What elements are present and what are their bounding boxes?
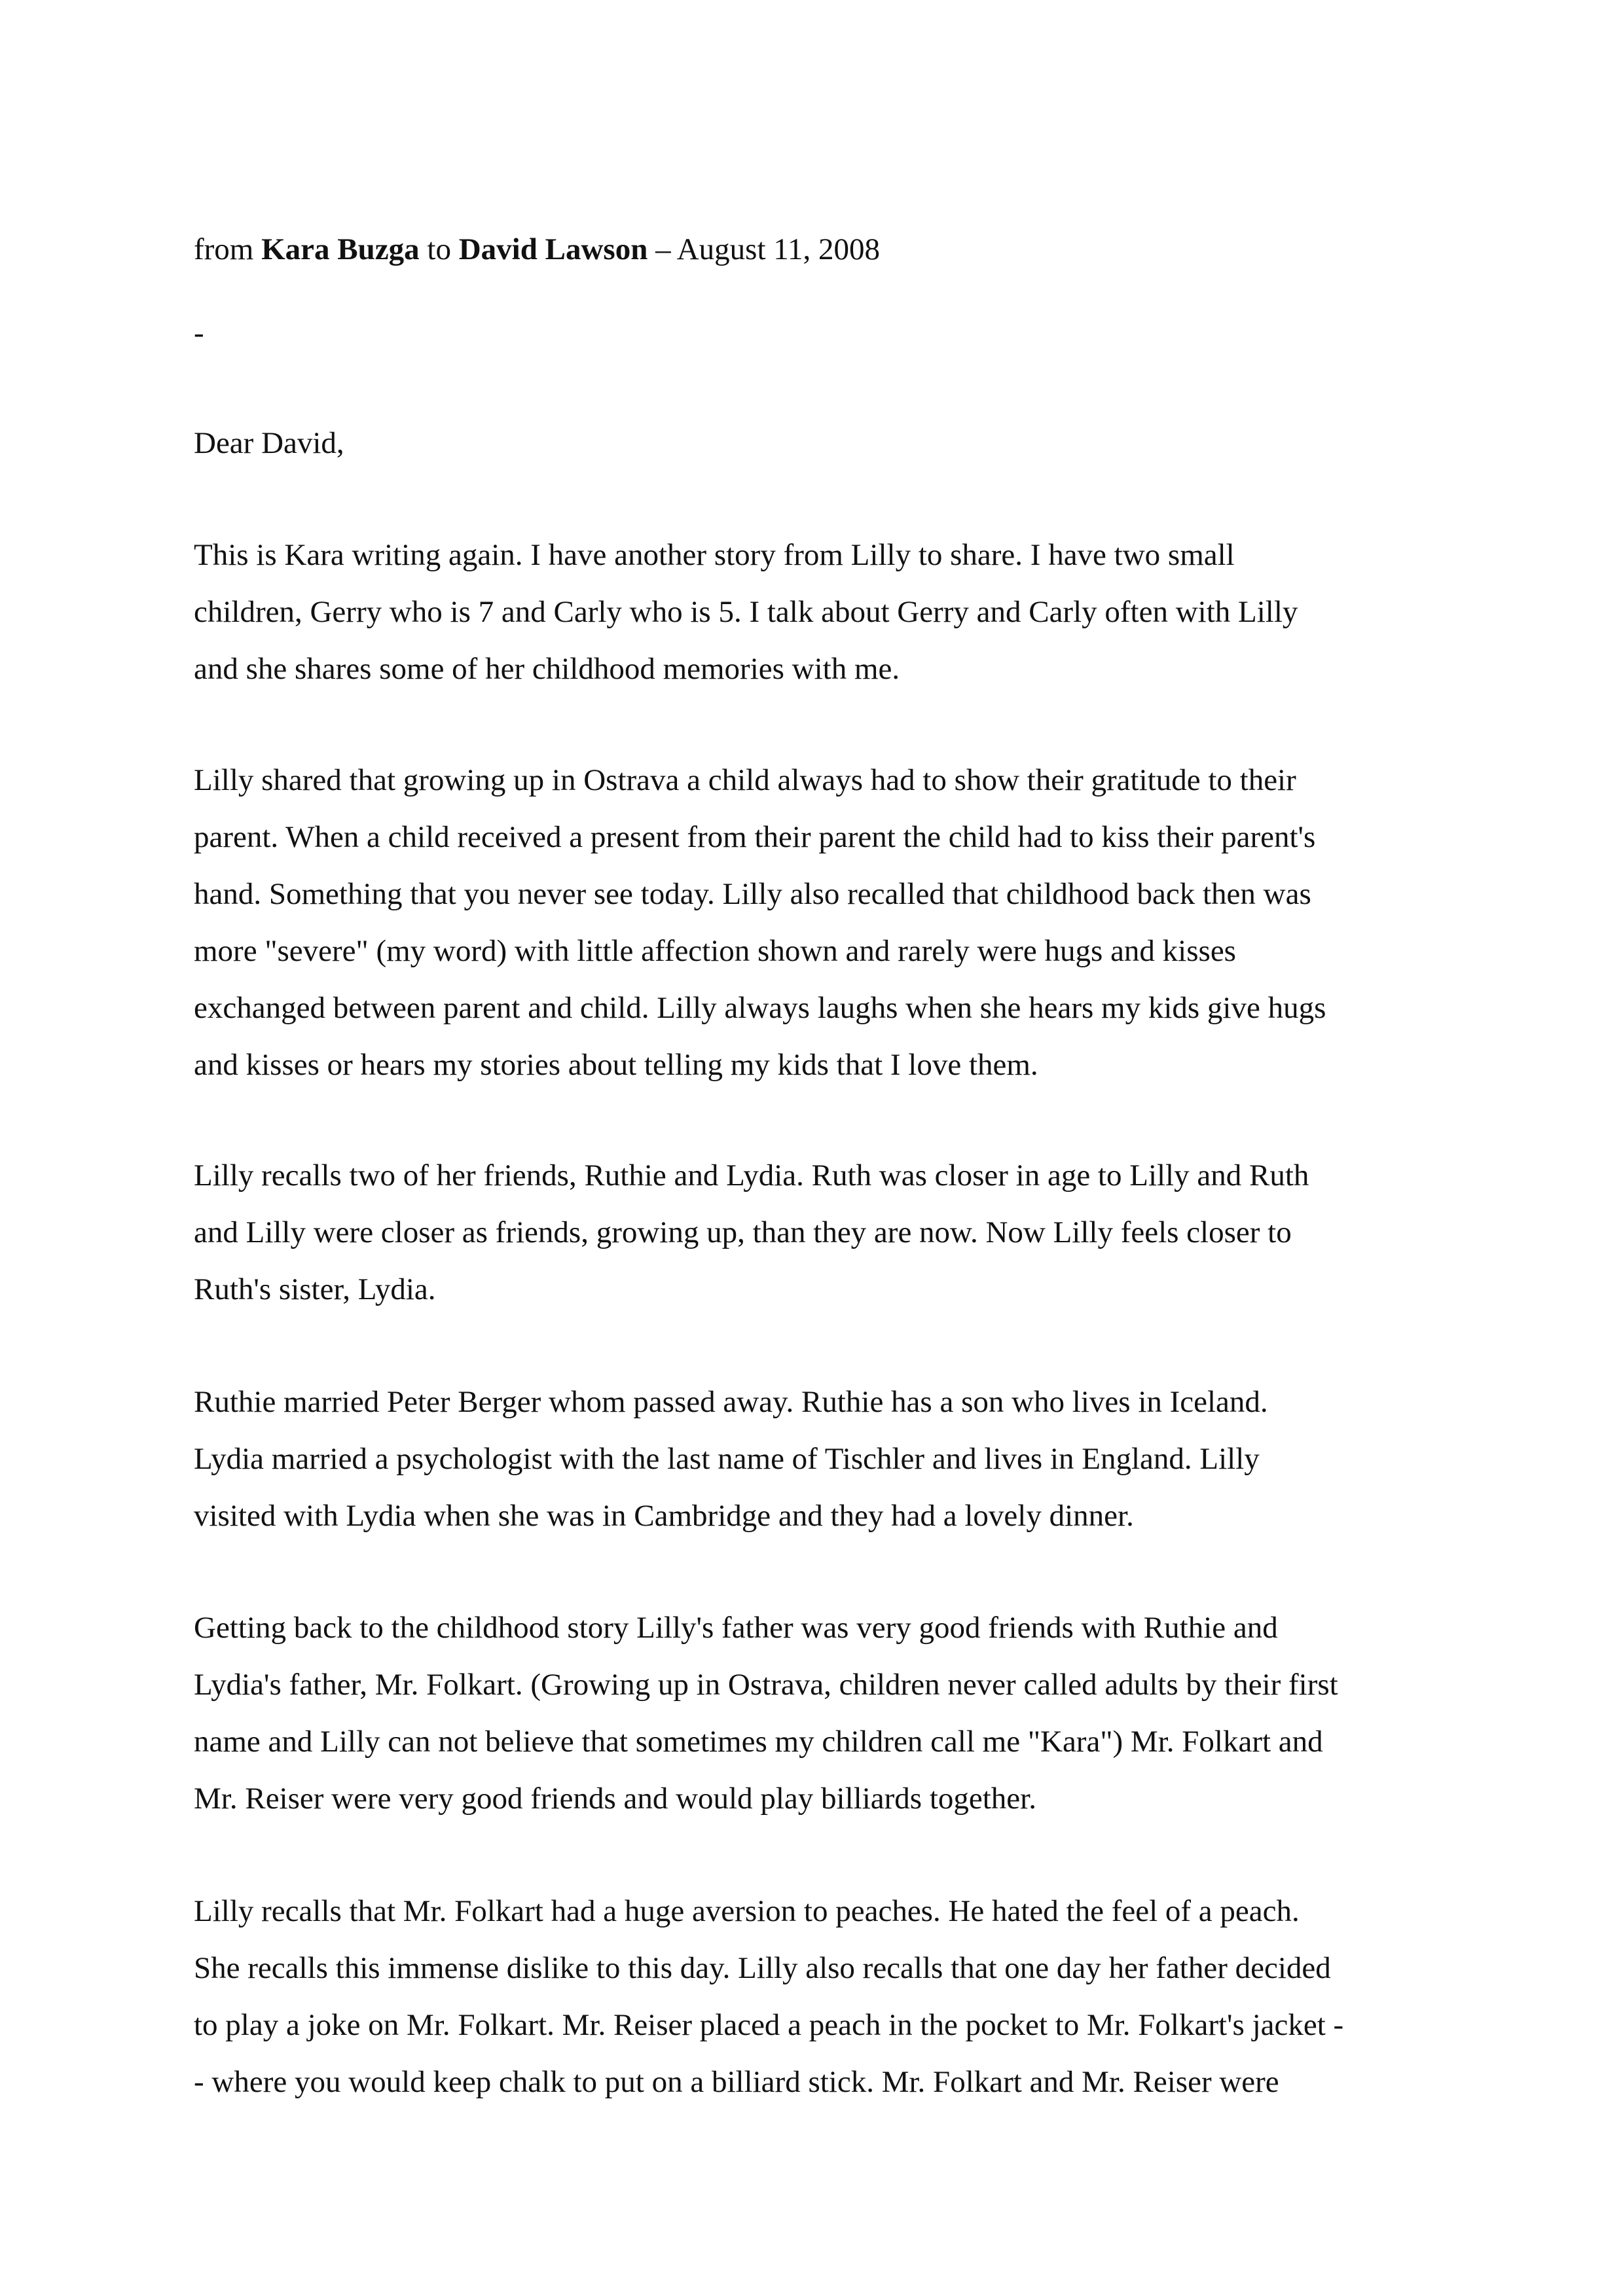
paragraph-line: Lilly recalls that Mr. Folkart had a huge aversion to peaches. He hated the feel of a peach. [194,1894,1300,1928]
paragraph-6 [194,1883,1457,2111]
paragraph-line: Getting back to the childhood story Lilly's father was very good friends with Ruthie and [194,1611,1278,1645]
paragraph-line: to play a joke on Mr. Folkart. Mr. Reiser placed a peach in the pocket to Mr. Folkart's jacket - [194,2008,1344,2042]
paragraph-line: This is Kara writing again. I have another story from Lilly to share. I have two small [194,538,1235,572]
paragraph-line: more "severe" (my word) with little affection shown and rarely were hugs and kisses [194,934,1236,968]
letter-header [194,221,1457,278]
paragraph-line: - where you would keep chalk to put on a billiard stick. Mr. Folkart and Mr. Reiser were [194,2065,1279,2099]
paragraph-line: exchanged between parent and child. Lilly always laughs when she hears my kids give hugs [194,991,1326,1025]
paragraph-line: children, Gerry who is 7 and Carly who is 5. I talk about Gerry and Carly often with Lilly [194,595,1298,629]
sender-name: Kara Buzga [261,232,420,266]
paragraph-line: Lydia married a psychologist with the last name of Tischler and lives in England. Lilly [194,1442,1260,1476]
paragraph-2 [194,752,1457,1094]
paragraph-line: Mr. Reiser were very good friends and would play billiards together. [194,1782,1036,1816]
salutation [194,415,1457,472]
paragraph-line: name and Lilly can not believe that sometimes my children call me "Kara") Mr. Folkart and [194,1725,1323,1759]
from-prefix: from [194,232,262,266]
paragraph-line: and kisses or hears my stories about telling my kids that I love them. [194,1048,1038,1082]
paragraph-line: Lilly shared that growing up in Ostrava a child always had to show their gratitude to their [194,763,1296,797]
paragraph-line: hand. Something that you never see today. Lilly also recalled that childhood back then was [194,877,1311,911]
paragraph-line: Ruth's sister, Lydia. [194,1272,436,1306]
paragraph-1 [194,527,1457,698]
paragraph-line: She recalls this immense dislike to this day. Lilly also recalls that one day her father decided [194,1951,1331,1985]
paragraph-line: and Lilly were closer as friends, growing up, than they are now. Now Lilly feels closer to [194,1215,1292,1249]
to-word: to [419,232,459,266]
separator-text: - [194,316,204,350]
paragraph-4 [194,1374,1457,1545]
paragraph-3 [194,1147,1457,1318]
paragraph-line: Ruthie married Peter Berger whom passed away. Ruthie has a son who lives in Iceland. [194,1385,1268,1419]
letter-date: – August 11, 2008 [647,232,881,266]
header-line [194,221,1457,278]
paragraph-line: Lydia's father, Mr. Folkart. (Growing up in Ostrava, children never called adults by their first [194,1668,1338,1702]
paragraph-line: and she shares some of her childhood memories with me. [194,652,900,686]
paragraph-line: visited with Lydia when she was in Cambridge and they had a lovely dinner. [194,1499,1134,1533]
paragraph-line: Lilly recalls two of her friends, Ruthie and Lydia. Ruth was closer in age to Lilly and Ruth [194,1158,1309,1193]
salutation-text: Dear David, [194,426,344,460]
paragraph-line: parent. When a child received a present from their parent the child had to kiss their parent's [194,820,1316,854]
paragraph-5 [194,1600,1457,1827]
recipient-name: David Lawson [458,232,648,266]
separator-dash [194,305,1457,362]
